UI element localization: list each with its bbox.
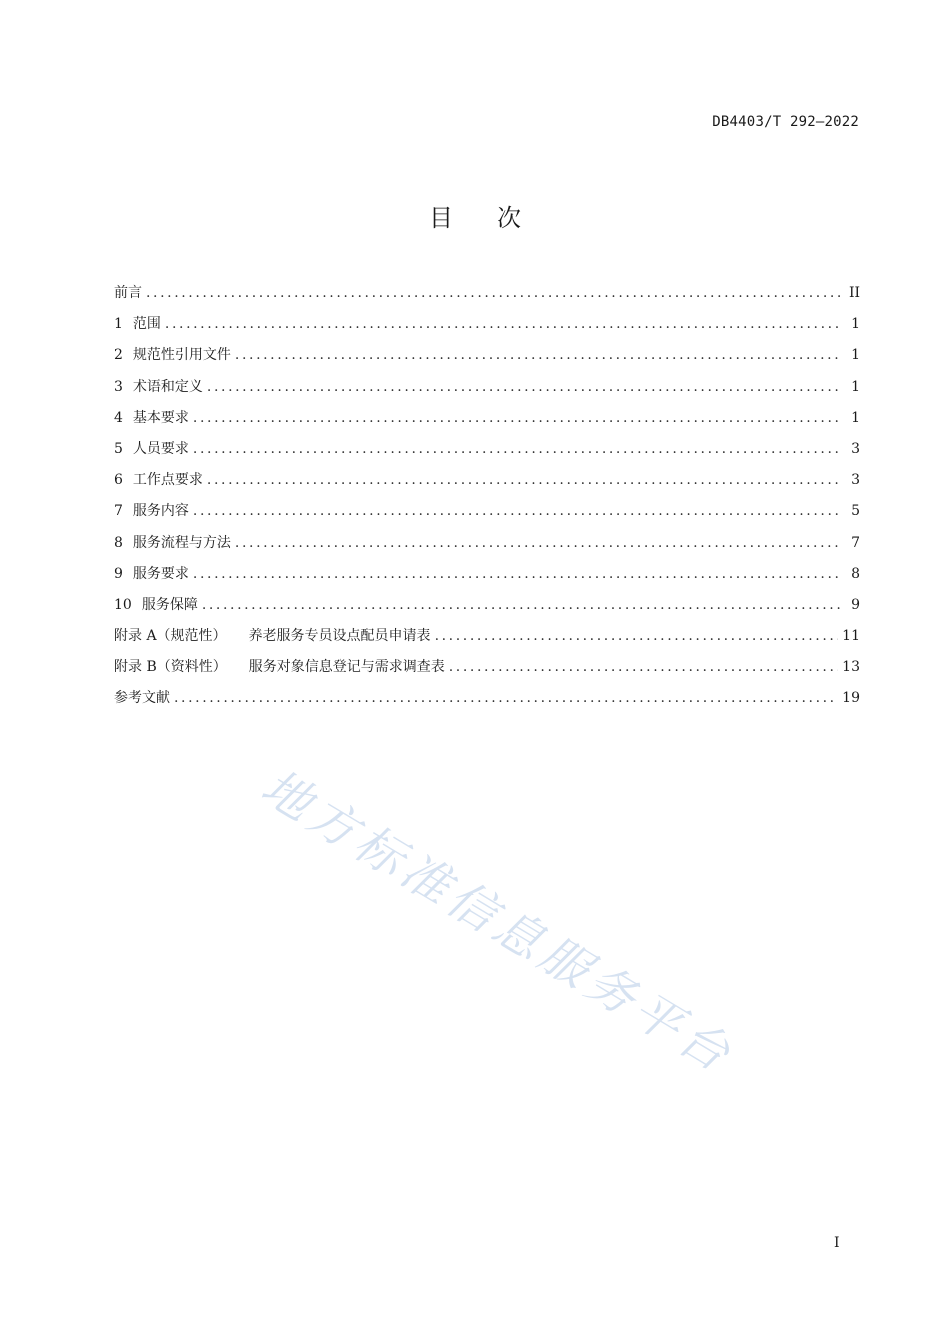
toc-entry[interactable] xyxy=(114,624,860,655)
toc-entry[interactable] xyxy=(114,406,860,437)
toc-dot-leader xyxy=(435,624,839,648)
toc-entry-number: 9 xyxy=(114,565,123,582)
toc-dot-leader xyxy=(202,593,842,617)
toc-entry-annex-tag: 附录 A（规范性） xyxy=(114,628,227,645)
toc-entry[interactable] xyxy=(114,375,860,406)
toc-entry-label xyxy=(114,406,189,430)
toc-entry-title: 范围 xyxy=(132,316,161,333)
toc-entry-label xyxy=(114,562,189,586)
toc-entry-label xyxy=(114,593,198,617)
document-code: DB4403/T 292—2022 xyxy=(712,114,859,130)
toc-entry-page: 1 xyxy=(851,378,860,395)
toc-entry-page: 13 xyxy=(842,659,860,676)
toc-dot-leader xyxy=(174,686,838,710)
toc-entry-title: 服务内容 xyxy=(132,503,189,520)
toc-entry-title: 服务流程与方法 xyxy=(132,534,231,551)
toc-entry-title: 养老服务专员设点配员申请表 xyxy=(248,628,431,645)
toc-entry-number: 8 xyxy=(114,534,123,551)
toc-entry-label xyxy=(114,624,431,648)
toc-entry-page: 7 xyxy=(851,534,860,551)
toc-entry-number: 5 xyxy=(114,440,123,457)
toc-entry-label xyxy=(114,312,161,336)
toc-entry[interactable] xyxy=(114,531,860,562)
toc-dot-leader xyxy=(449,655,838,679)
toc-entry-title: 服务保障 xyxy=(141,596,198,613)
toc-entry-label xyxy=(114,437,189,461)
toc-entry-page: 19 xyxy=(842,690,860,707)
toc-entry-page: 1 xyxy=(851,347,860,364)
toc-entry-title: 规范性引用文件 xyxy=(132,347,231,364)
toc-entry-title: 基本要求 xyxy=(132,409,189,426)
toc-dot-leader xyxy=(207,468,842,492)
toc-entry-page: 8 xyxy=(851,565,860,582)
toc-entry-label xyxy=(114,655,445,679)
toc-dot-leader xyxy=(165,312,842,336)
toc-entry-number: 2 xyxy=(114,347,123,364)
toc-entry-title: 人员要求 xyxy=(132,440,189,457)
toc-entry[interactable] xyxy=(114,655,860,686)
toc-entry-title: 服务要求 xyxy=(132,565,189,582)
toc-entry-title: 参考文献 xyxy=(114,690,170,707)
toc-entry-page: 1 xyxy=(851,316,860,333)
toc-entry[interactable] xyxy=(114,437,860,468)
toc-entry[interactable] xyxy=(114,593,860,624)
toc-entry-page: II xyxy=(848,285,860,301)
toc-entry-number: 1 xyxy=(114,316,123,333)
toc-entry[interactable] xyxy=(114,312,860,343)
toc-dot-leader xyxy=(235,343,842,367)
toc-entry[interactable] xyxy=(114,343,860,374)
toc-entry-label xyxy=(114,499,189,523)
toc-entry-page: 3 xyxy=(851,440,860,457)
toc-entry[interactable] xyxy=(114,562,860,593)
toc-entry-label xyxy=(114,375,203,399)
toc-entry-page: 5 xyxy=(851,503,860,520)
toc-entry-title: 服务对象信息登记与需求调查表 xyxy=(248,659,445,676)
table-of-contents xyxy=(114,281,860,718)
toc-dot-leader xyxy=(193,437,842,461)
toc-dot-leader xyxy=(207,375,842,399)
toc-entry-annex-tag: 附录 B（资料性） xyxy=(114,659,227,676)
watermark: 地方标准信息服务平台 xyxy=(251,758,744,1085)
toc-dot-leader xyxy=(193,406,842,430)
toc-dot-leader xyxy=(193,499,842,523)
toc-entry-number: 10 xyxy=(114,596,132,613)
toc-entry-number: 6 xyxy=(114,472,123,489)
toc-entry-page: 1 xyxy=(851,409,860,426)
toc-entry[interactable] xyxy=(114,686,860,717)
toc-entry[interactable] xyxy=(114,499,860,530)
toc-entry-number: 3 xyxy=(114,378,123,395)
toc-entry-number: 7 xyxy=(114,503,123,520)
toc-entry-number: 4 xyxy=(114,409,123,426)
toc-entry-title: 术语和定义 xyxy=(132,378,203,395)
toc-dot-leader xyxy=(146,281,842,305)
toc-entry-label xyxy=(114,343,231,367)
toc-entry-label xyxy=(114,281,142,305)
toc-dot-leader xyxy=(235,531,842,555)
toc-entry-page: 3 xyxy=(851,472,860,489)
toc-entry-title: 前言 xyxy=(114,285,142,301)
toc-entry-page: 11 xyxy=(842,628,860,645)
toc-entry-label xyxy=(114,531,231,555)
page-number: I xyxy=(834,1235,840,1251)
toc-entry-label xyxy=(114,468,203,492)
toc-entry[interactable] xyxy=(114,468,860,499)
toc-heading: 目次 xyxy=(429,204,565,232)
toc-dot-leader xyxy=(193,562,842,586)
toc-entry-title: 工作点要求 xyxy=(132,472,203,489)
toc-entry-page: 9 xyxy=(851,596,860,613)
toc-entry[interactable] xyxy=(114,281,860,312)
toc-entry-label xyxy=(114,686,170,710)
